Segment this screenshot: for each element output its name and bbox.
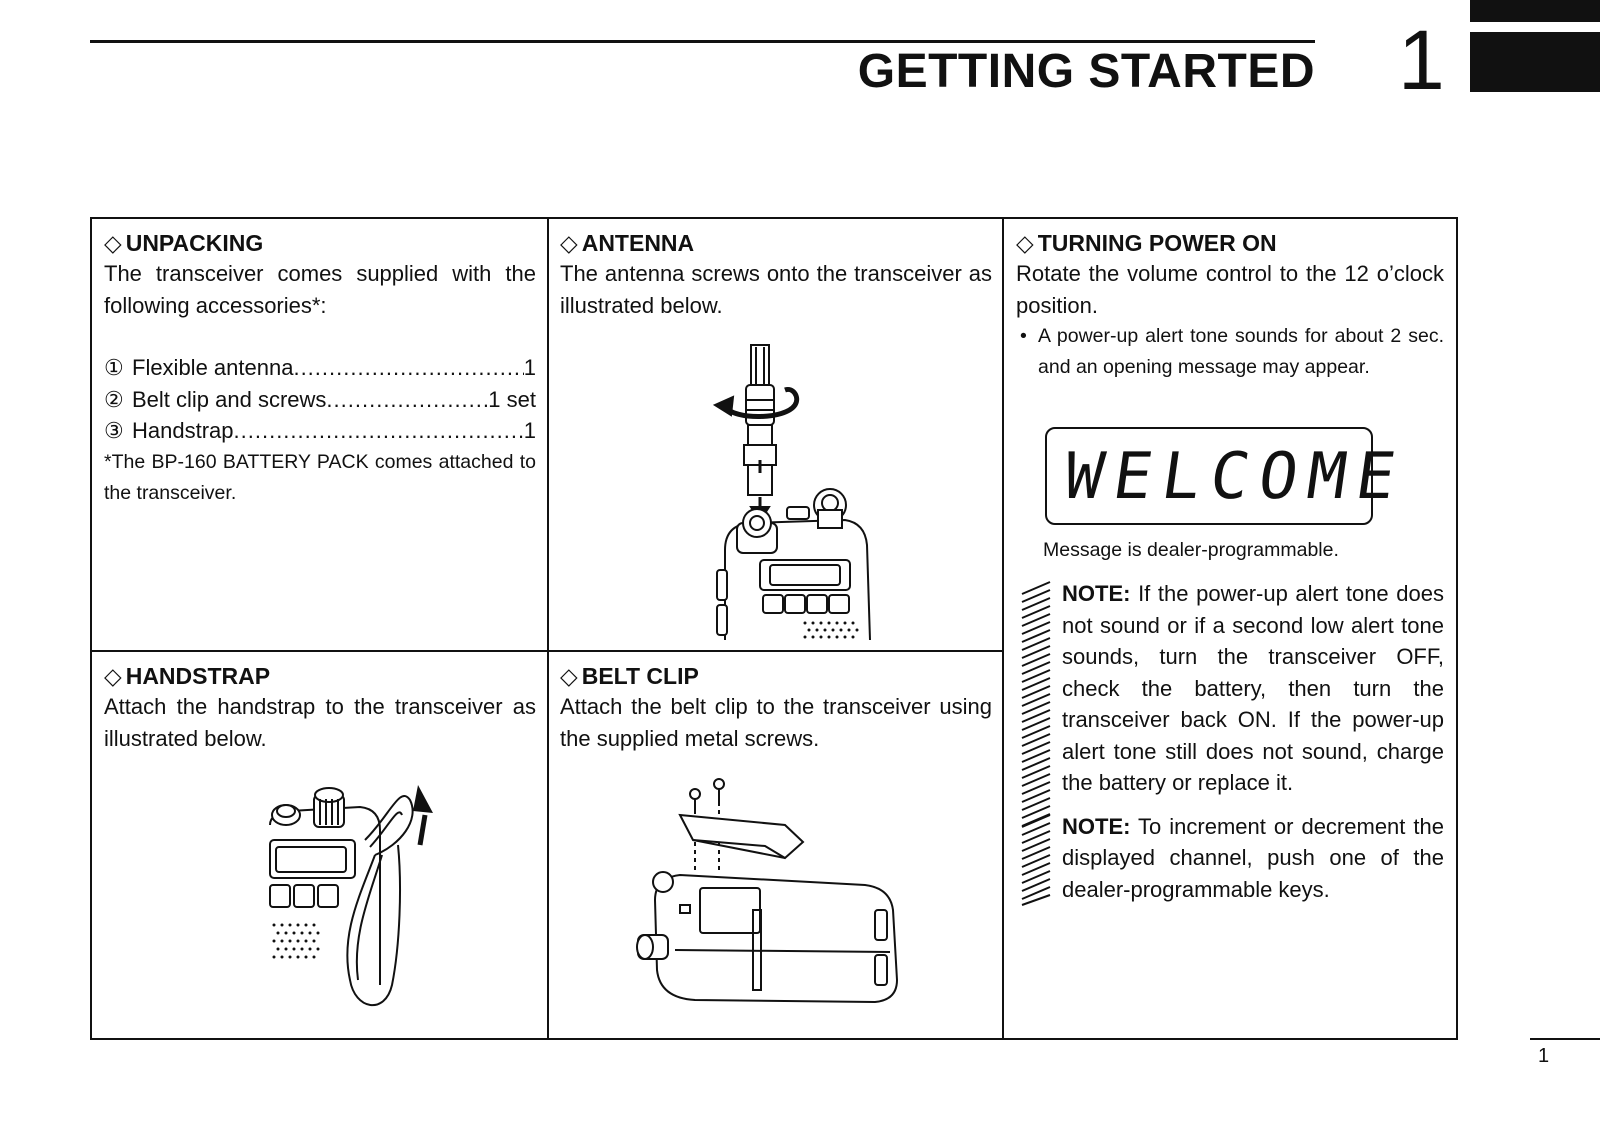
note-text: NOTE: If the power-up alert tone does not sound or if a second low alert tone sounds, turn the transceiver OFF, check the battery, then turn the transceiver back ON. If the power-up alert tone still does not sound, charge the battery or replace it.	[1062, 581, 1444, 795]
lcd-display	[1045, 427, 1410, 525]
note-text: NOTE: To increment or decrement the displayed channel, push one of the dealer-programmable keys.	[1062, 813, 1444, 902]
antenna-illustration	[715, 345, 895, 640]
unpacking-intro: The transceiver comes supplied with the following accessories*:	[104, 261, 536, 318]
chapter-tab	[1470, 0, 1600, 92]
power-on-text: Rotate the volume control to the 12 o’clock position.	[1016, 261, 1444, 318]
note-block	[1020, 578, 1444, 799]
belt-clip-text: Attach the belt clip to the transceiver using the supplied metal screws.	[560, 694, 992, 751]
section-handstrap	[104, 661, 536, 754]
note-hatch-icon	[1022, 815, 1050, 905]
page-rule	[1530, 1038, 1600, 1040]
antenna-text: The antenna screws onto the transceiver as illustrated below.	[560, 261, 992, 318]
page-title: GETTING STARTED	[857, 45, 1315, 98]
header-rule	[90, 40, 1315, 43]
diamond-icon: ◇	[560, 663, 578, 689]
section-heading: ◇ TURNING POWER ON	[1016, 230, 1277, 256]
list-item: • A power-up alert tone sounds for about 2 sec. and an opening message may appear.	[1020, 321, 1444, 383]
section-heading: ◇ ANTENNA	[560, 230, 695, 256]
list-item: ① Flexible antenna ..... 1	[104, 352, 536, 384]
grid-divider	[547, 217, 549, 1040]
list-item: ② Belt clip and screws ..... 1 set	[104, 384, 536, 416]
bullet-icon: •	[1020, 325, 1027, 347]
diamond-icon: ◇	[104, 663, 122, 689]
diamond-icon: ◇	[1016, 230, 1034, 256]
section-power-on	[1016, 228, 1444, 383]
belt-clip-illustration	[635, 770, 915, 1015]
grid-divider	[1002, 217, 1004, 1040]
section-unpacking	[104, 228, 536, 509]
section-heading: ◇ BELT CLIP	[560, 663, 699, 689]
grid-divider	[90, 650, 1004, 652]
diamond-icon: ◇	[560, 230, 578, 256]
section-heading: ◇ UNPACKING	[104, 230, 264, 256]
handstrap-text: Attach the handstrap to the transceiver as illustrated below.	[104, 694, 536, 751]
section-antenna	[560, 228, 992, 321]
handstrap-illustration	[270, 785, 450, 1020]
chapter-number: 1	[1398, 13, 1445, 107]
lcd-caption: Message is dealer-programmable.	[1043, 539, 1339, 561]
diamond-icon: ◇	[104, 230, 122, 256]
list-item: ③ Handstrap ..... 1	[104, 415, 536, 447]
unpacking-footnote: *The BP-160 BATTERY PACK comes attached to the transceiver.	[104, 450, 536, 504]
section-belt-clip	[560, 661, 992, 754]
note-block	[1020, 811, 1444, 906]
lcd-message: WELCOME	[1059, 440, 1410, 514]
page-number: 1	[1538, 1045, 1550, 1067]
section-heading: ◇ HANDSTRAP	[104, 663, 271, 689]
notes	[1020, 578, 1444, 905]
note-hatch-icon	[1022, 582, 1050, 827]
